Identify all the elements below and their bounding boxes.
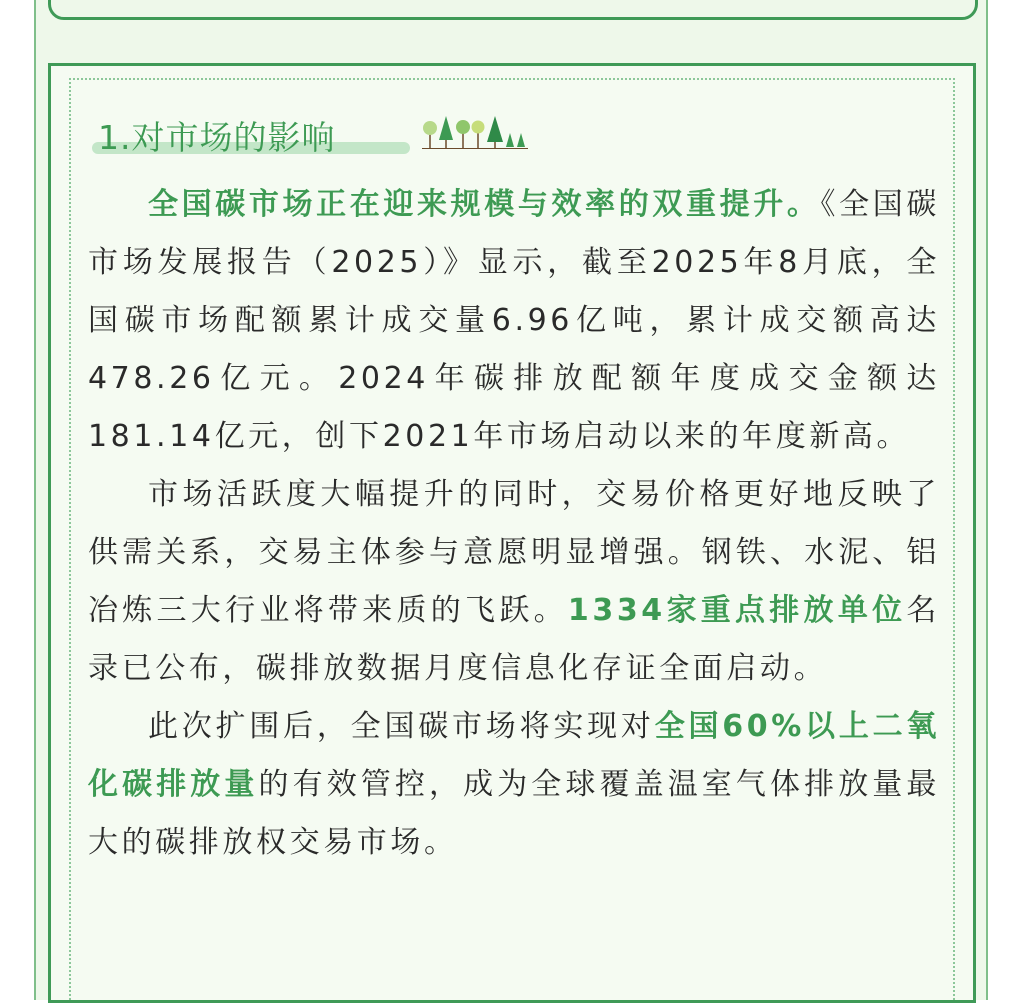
paragraph-1: [88, 176, 940, 466]
paragraph-1-lead: 全国碳市场正在迎来规模与效率的双重提升。: [148, 187, 821, 222]
paragraph-3-lead: 此次扩围后，全国碳市场将实现对: [148, 709, 655, 744]
article-body: [88, 176, 940, 872]
section-title: 1.对市场的影响: [98, 118, 336, 157]
paragraph-1-body: 《全国碳市场发展报告（2025）》显示，截至2025年8月底，全国碳市场配额累计成交量6.96亿吨，累计成交额高达478.26亿元。2024年碳排放配额年度成交金额达181.14亿元，创下2021年市场启动以来的年度新高。: [88, 187, 940, 454]
paragraph-3-highlight: 全国60%以上二氧化碳排放量: [88, 709, 940, 802]
paragraph-2-tail: 名录已公布，碳排放数据月度信息化存证全面启动。: [88, 593, 940, 686]
paragraph-3: [88, 698, 940, 872]
top-banner: [48, 0, 978, 20]
paragraph-2-highlight: 1334家重点排放单位: [567, 593, 907, 628]
trees-icon: [420, 115, 530, 151]
paragraph-3-tail: 的有效管控，成为全球覆盖温室气体排放量最大的碳排放权交易市场。: [88, 767, 940, 860]
paragraph-2-body: 市场活跃度大幅提升的同时，交易价格更好地反映了供需关系，交易主体参与意愿明显增强。钢铁、水泥、铝冶炼三大行业将带来质的飞跃。: [88, 477, 940, 628]
paragraph-2: [88, 466, 940, 698]
